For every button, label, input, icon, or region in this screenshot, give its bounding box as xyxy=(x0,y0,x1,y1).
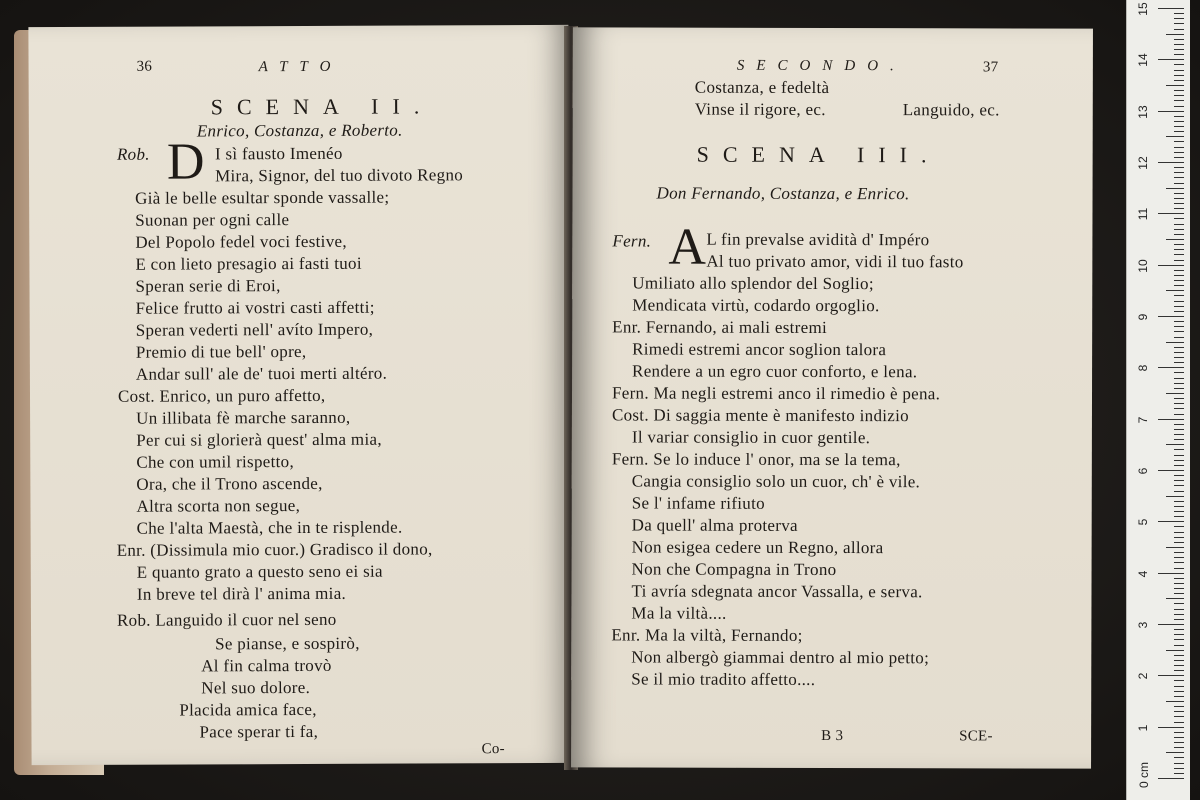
ruler-tick xyxy=(1166,290,1184,291)
ruler-tick xyxy=(1174,429,1184,430)
ruler-tick xyxy=(1174,285,1184,286)
ruler-tick xyxy=(1158,727,1184,728)
ruler-tick xyxy=(1174,578,1184,579)
ruler-tick xyxy=(1174,609,1184,610)
ruler-tick xyxy=(1174,722,1184,723)
ruler-tick xyxy=(1158,162,1184,163)
verse-line: Pace sperar ti fa, xyxy=(199,721,319,742)
ruler-tick xyxy=(1174,147,1184,148)
ruler-tick xyxy=(1174,301,1184,302)
ruler-tick xyxy=(1174,526,1184,527)
ruler-tick xyxy=(1174,696,1184,697)
verse-line: Rendere a un egro cuor conforto, e lena. xyxy=(632,361,918,382)
ruler-tick xyxy=(1174,234,1184,235)
ruler-tick xyxy=(1174,64,1184,65)
ruler-tick xyxy=(1174,475,1184,476)
drop-cap-left: D xyxy=(166,133,205,191)
ruler-tick xyxy=(1174,562,1184,563)
ruler-tick xyxy=(1174,249,1184,250)
verse-line: Ma la viltà.... xyxy=(631,603,727,623)
verse-line: Costanza, e fedeltà xyxy=(694,77,830,97)
scene-title-left: SCENA II. xyxy=(210,93,434,120)
ruler-tick xyxy=(1174,568,1184,569)
ruler-tick xyxy=(1174,408,1184,409)
ruler-number: 14 xyxy=(1136,53,1150,68)
verse-line: Felice frutto ai vostri casti affetti; xyxy=(135,297,375,318)
ruler-tick xyxy=(1174,773,1184,774)
ruler-tick xyxy=(1158,213,1184,214)
verse-line: Già le belle esultar sponde vassalle; xyxy=(135,187,390,208)
ruler-tick xyxy=(1174,331,1184,332)
ruler-tick xyxy=(1166,239,1184,240)
verse-line: Premio di tue bell' opre, xyxy=(135,341,307,362)
verse-line: Non albergò giammai dentro al mio petto; xyxy=(631,647,930,668)
ruler-tick xyxy=(1174,372,1184,373)
ruler-tick xyxy=(1174,532,1184,533)
ruler-tick xyxy=(1174,655,1184,656)
ruler-tick xyxy=(1174,295,1184,296)
page-number-left: 36 xyxy=(136,58,153,75)
ruler-tick xyxy=(1174,398,1184,399)
ruler-tick xyxy=(1158,265,1184,266)
ruler-unit-label: 0 cm xyxy=(1137,761,1152,789)
verse-line: Cangia consiglio solo un cuor, ch' è vile. xyxy=(631,471,921,492)
verse-line: Ti avría sdegnata ancor Vassalla, e serva. xyxy=(631,581,923,602)
ruler-number: 7 xyxy=(1136,416,1150,423)
ruler-tick xyxy=(1174,275,1184,276)
ruler-tick xyxy=(1174,218,1184,219)
verse-line: Se il mio tradito affetto.... xyxy=(631,669,816,689)
ruler-tick xyxy=(1174,434,1184,435)
ruler-tick xyxy=(1174,491,1184,492)
ruler-tick xyxy=(1174,439,1184,440)
ruler-tick xyxy=(1174,383,1184,384)
verse-line: Da quell' alma proterva xyxy=(631,515,798,535)
ruler-tick xyxy=(1174,639,1184,640)
ruler-tick xyxy=(1174,183,1184,184)
ruler-number: 3 xyxy=(1136,621,1150,629)
ruler-tick xyxy=(1174,152,1184,153)
verse-line: Per cui si glorierà quest' alma mia, xyxy=(136,429,382,450)
running-head-left: ATTO xyxy=(258,58,343,76)
ruler-tick xyxy=(1166,342,1184,343)
ruler-tick xyxy=(1174,203,1184,204)
ruler-tick xyxy=(1174,167,1184,168)
ruler-tick xyxy=(1174,388,1184,389)
ruler-tick xyxy=(1174,768,1184,769)
ruler-tick xyxy=(1174,511,1184,512)
ruler-tick xyxy=(1166,393,1184,394)
verse-line: In breve tel dirà l' anima mia. xyxy=(136,583,347,604)
ruler-tick xyxy=(1174,670,1184,671)
ruler-tick xyxy=(1166,598,1184,599)
verse-line: Cost. Di saggia mente è manifesto indizio xyxy=(611,405,909,426)
ruler-tick xyxy=(1174,378,1184,379)
ruler-tick xyxy=(1174,557,1184,558)
ruler-number: 12 xyxy=(1136,156,1150,170)
ruler-tick xyxy=(1174,70,1184,71)
ruler-tick xyxy=(1174,260,1184,261)
ruler-tick xyxy=(1166,136,1184,137)
ruler-tick xyxy=(1174,485,1184,486)
verse-line: Nel suo dolore. xyxy=(201,677,311,698)
ruler-tick xyxy=(1158,624,1184,625)
ruler-number: 5 xyxy=(1136,518,1150,526)
ruler-number: 10 xyxy=(1136,258,1150,273)
ruler-tick xyxy=(1174,665,1184,666)
ruler-tick xyxy=(1158,419,1184,420)
ruler-number: 15 xyxy=(1136,2,1150,16)
ruler-tick xyxy=(1174,131,1184,132)
ruler-tick xyxy=(1166,701,1184,702)
verse-line: Se l' infame rifiuto xyxy=(631,493,765,513)
ruler-tick xyxy=(1174,306,1184,307)
verse-line: L fin prevalse avidità d' Impéro xyxy=(706,229,930,250)
verse-line: Ora, che il Trono ascende, xyxy=(136,473,323,494)
ruler-tick xyxy=(1174,280,1184,281)
catchword-right: SCE- xyxy=(959,728,993,745)
ruler-tick xyxy=(1174,362,1184,363)
verse-line: Che con umil rispetto, xyxy=(136,452,295,472)
ruler-tick xyxy=(1174,337,1184,338)
ruler-tick xyxy=(1174,44,1184,45)
ruler-tick xyxy=(1166,85,1184,86)
characters-left: Enrico, Costanza, e Roberto. xyxy=(196,120,403,141)
ruler-tick xyxy=(1174,629,1184,630)
verse-line: Cost. Enrico, un puro affetto, xyxy=(117,385,326,406)
ruler-tick xyxy=(1174,229,1184,230)
ruler-number: 4 xyxy=(1136,570,1150,577)
ruler-tick xyxy=(1174,680,1184,681)
signature-mark: B 3 xyxy=(821,727,844,745)
ruler-tick xyxy=(1174,691,1184,692)
verse-line: Mira, Signor, del tuo divoto Regno xyxy=(215,165,464,186)
verse-line: Vinse il rigore, ec. xyxy=(694,99,826,119)
verse-line: Non che Compagna in Trono xyxy=(631,559,837,580)
ruler-tick xyxy=(1166,444,1184,445)
ruler-tick xyxy=(1174,516,1184,517)
ruler-tick xyxy=(1158,521,1184,522)
ruler-tick xyxy=(1174,29,1184,30)
ruler-tick xyxy=(1158,111,1184,112)
ruler-tick xyxy=(1174,357,1184,358)
ruler-tick xyxy=(1174,116,1184,117)
ruler-tick xyxy=(1174,716,1184,717)
ruler-tick xyxy=(1158,573,1184,574)
ruler-tick xyxy=(1174,583,1184,584)
scene-title-right: SCENA III. xyxy=(696,141,941,168)
ruler-tick xyxy=(1174,270,1184,271)
verse-line: Placida amica face, xyxy=(179,699,317,720)
ruler-tick xyxy=(1174,90,1184,91)
ruler-tick xyxy=(1174,460,1184,461)
ruler-tick xyxy=(1166,752,1184,753)
ruler-tick xyxy=(1174,506,1184,507)
ruler-tick xyxy=(1158,470,1184,471)
ruler-tick xyxy=(1174,552,1184,553)
verse-line: I sì fausto Imenéo xyxy=(214,143,343,164)
running-head-right: SECONDO. xyxy=(736,57,906,75)
verse-line: Languido, ec. xyxy=(902,100,1000,120)
ruler-tick xyxy=(1174,321,1184,322)
ruler-number: 2 xyxy=(1136,672,1150,680)
ruler-number: 6 xyxy=(1136,467,1150,475)
characters-right: Don Fernando, Costanza, e Enrico. xyxy=(656,183,910,204)
verse-line: Fern. Ma negli estremi anco il rimedio è pena. xyxy=(611,383,941,404)
ruler-tick xyxy=(1174,455,1184,456)
ruler-tick xyxy=(1174,141,1184,142)
ruler-tick xyxy=(1174,311,1184,312)
ruler-tick xyxy=(1174,54,1184,55)
ruler-tick xyxy=(1166,547,1184,548)
ruler-tick xyxy=(1174,414,1184,415)
verse-line: Il variar consiglio in cuor gentile. xyxy=(631,427,871,448)
ruler-number: 1 xyxy=(1136,724,1150,731)
ruler-tick xyxy=(1166,34,1184,35)
ruler-number: 11 xyxy=(1136,208,1150,221)
ruler-tick xyxy=(1174,588,1184,589)
ruler-tick xyxy=(1174,193,1184,194)
ruler-tick xyxy=(1174,537,1184,538)
ruler-tick xyxy=(1158,8,1184,9)
ruler-tick xyxy=(1174,711,1184,712)
verse-line: Che l'alta Maestà, che in te risplende. xyxy=(136,517,403,538)
verse-line: Fern. Se lo induce l' onor, ma se la tema, xyxy=(611,449,901,470)
verse-line: E con lieto presagio ai fasti tuoi xyxy=(135,253,362,274)
verse-line: Enr. Fernando, ai mali estremi xyxy=(612,317,828,337)
measuring-ruler xyxy=(1126,0,1190,800)
ruler-tick xyxy=(1174,542,1184,543)
ruler-tick xyxy=(1174,75,1184,76)
ruler-number: 8 xyxy=(1136,364,1150,372)
ruler-number: 13 xyxy=(1136,104,1150,119)
left-page xyxy=(28,25,571,765)
ruler-tick xyxy=(1174,172,1184,173)
ruler-tick xyxy=(1174,208,1184,209)
verse-line: Un illibata fè marche saranno, xyxy=(136,407,351,428)
drop-cap-right: A xyxy=(668,218,707,276)
ruler-tick xyxy=(1174,347,1184,348)
ruler-tick xyxy=(1174,177,1184,178)
ruler-tick xyxy=(1174,747,1184,748)
verse-line: Speran vederti nell' avíto Impero, xyxy=(135,319,374,340)
ruler-tick xyxy=(1174,619,1184,620)
ruler-tick xyxy=(1174,465,1184,466)
ruler-tick xyxy=(1174,686,1184,687)
verse-line: Enr. (Dissimula mio cuor.) Gradisco il dono, xyxy=(116,539,433,560)
ruler-tick xyxy=(1174,157,1184,158)
verse-line: Umiliato allo splendor del Soglio; xyxy=(632,273,874,294)
ruler-tick xyxy=(1174,49,1184,50)
right-page xyxy=(571,27,1093,768)
verse-line: Mendicata virtù, codardo orgoglio. xyxy=(632,295,880,316)
catchword-left: Co- xyxy=(481,741,505,758)
ruler-tick xyxy=(1174,198,1184,199)
ruler-tick xyxy=(1158,316,1184,317)
speaker-label: Rob. xyxy=(116,144,150,164)
verse-line: Altra scorta non segue, xyxy=(136,496,301,516)
ruler-tick xyxy=(1174,593,1184,594)
verse-line: Enr. Ma la viltà, Fernando; xyxy=(611,625,803,645)
ruler-tick xyxy=(1174,757,1184,758)
ruler-tick xyxy=(1174,100,1184,101)
ruler-tick xyxy=(1158,778,1184,779)
ruler-tick xyxy=(1174,732,1184,733)
ruler-tick xyxy=(1174,501,1184,502)
ruler-tick xyxy=(1174,424,1184,425)
ruler-tick xyxy=(1174,352,1184,353)
ruler-tick xyxy=(1174,254,1184,255)
ruler-tick xyxy=(1174,634,1184,635)
ruler-tick xyxy=(1174,326,1184,327)
ruler-tick xyxy=(1174,706,1184,707)
verse-line: Se pianse, e sospirò, xyxy=(215,633,360,654)
verse-line: Non esigea cedere un Regno, allora xyxy=(631,537,884,558)
ruler-tick xyxy=(1158,367,1184,368)
ruler-tick xyxy=(1174,23,1184,24)
ruler-tick xyxy=(1174,645,1184,646)
verse-line: Del Popolo fedel voci festive, xyxy=(135,231,347,252)
ruler-tick xyxy=(1174,95,1184,96)
ruler-tick xyxy=(1174,80,1184,81)
ruler-tick xyxy=(1174,614,1184,615)
page-number-right: 37 xyxy=(982,59,999,76)
ruler-tick xyxy=(1174,224,1184,225)
verse-line: Rimedi estremi ancor soglion talora xyxy=(632,339,887,360)
verse-line: Rob. Languido il cuor nel seno xyxy=(116,609,337,630)
ruler-tick xyxy=(1166,188,1184,189)
verse-line: E quanto grato a questo seno ei sia xyxy=(136,561,383,582)
ruler-tick xyxy=(1166,650,1184,651)
speaker-label: Fern. xyxy=(612,231,652,251)
ruler-tick xyxy=(1174,480,1184,481)
ruler-tick xyxy=(1174,742,1184,743)
ruler-tick xyxy=(1174,660,1184,661)
ruler-tick xyxy=(1158,675,1184,676)
ruler-tick xyxy=(1174,244,1184,245)
verse-line: Al fin calma trovò xyxy=(201,655,332,676)
ruler-tick xyxy=(1174,106,1184,107)
ruler-tick xyxy=(1174,126,1184,127)
ruler-tick xyxy=(1158,59,1184,60)
ruler-tick xyxy=(1174,39,1184,40)
ruler-tick xyxy=(1174,737,1184,738)
ruler-tick xyxy=(1166,496,1184,497)
ruler-number: 9 xyxy=(1136,313,1150,321)
verse-line: Al tuo privato amor, vidi il tuo fasto xyxy=(706,251,964,272)
ruler-tick xyxy=(1174,121,1184,122)
ruler-tick xyxy=(1174,18,1184,19)
ruler-tick xyxy=(1174,603,1184,604)
ruler-tick xyxy=(1174,763,1184,764)
verse-line: Speran serie di Eroi, xyxy=(135,276,281,296)
verse-line: Andar sull' ale de' tuoi merti altéro. xyxy=(135,363,388,384)
ruler-tick xyxy=(1174,449,1184,450)
ruler-tick xyxy=(1174,403,1184,404)
verse-line: Suonan per ogni calle xyxy=(135,210,290,230)
ruler-tick xyxy=(1174,13,1184,14)
